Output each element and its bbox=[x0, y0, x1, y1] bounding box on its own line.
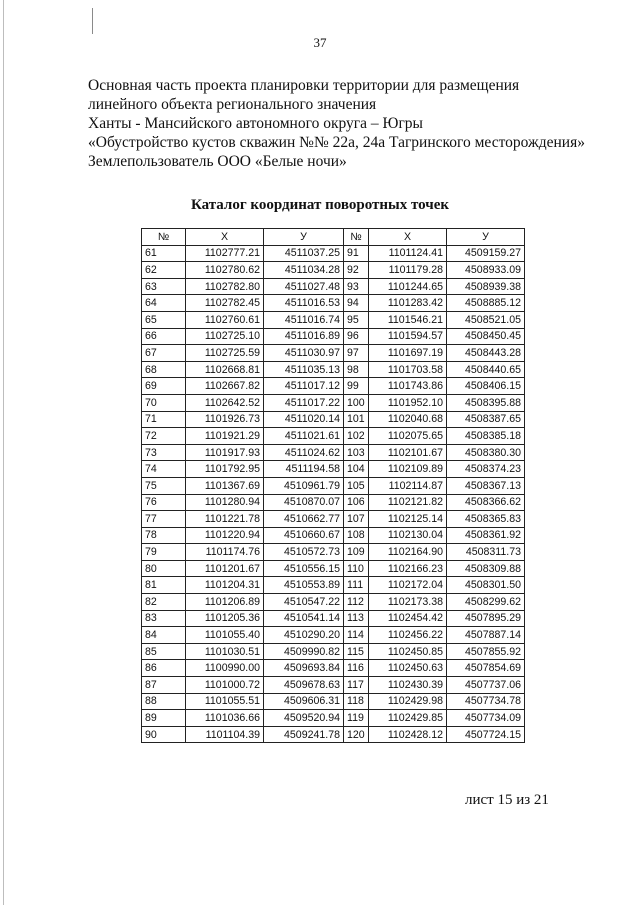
table-cell: 1101179.28 bbox=[369, 262, 447, 279]
table-cell: 1101703.58 bbox=[369, 361, 447, 378]
table-cell: 4511027.48 bbox=[264, 278, 344, 295]
table-cell: 1101204.31 bbox=[186, 577, 264, 594]
table-cell: 63 bbox=[142, 278, 186, 295]
table-cell: 78 bbox=[142, 527, 186, 544]
table-cell: 4510541.14 bbox=[264, 610, 344, 627]
table-cell: 4510290.20 bbox=[264, 627, 344, 644]
table-cell: 83 bbox=[142, 610, 186, 627]
table-cell: 1102782.45 bbox=[186, 295, 264, 312]
table-cell: 64 bbox=[142, 295, 186, 312]
page-number: 37 bbox=[313, 35, 327, 50]
table-cell: 111 bbox=[344, 577, 369, 594]
table-cell: 1102109.89 bbox=[369, 461, 447, 478]
table-row bbox=[142, 577, 525, 594]
table-cell: 1102130.04 bbox=[369, 527, 447, 544]
table-cell: 116 bbox=[344, 660, 369, 677]
table-cell: 117 bbox=[344, 677, 369, 694]
table-row bbox=[142, 278, 525, 295]
table-row bbox=[142, 610, 525, 627]
table-cell: 4507854.69 bbox=[447, 660, 525, 677]
table-cell: 77 bbox=[142, 511, 186, 528]
table-cell: 1102667.82 bbox=[186, 378, 264, 395]
table-cell: 4508301.50 bbox=[447, 577, 525, 594]
table-cell: 80 bbox=[142, 560, 186, 577]
table-row bbox=[142, 693, 525, 710]
table-cell: 104 bbox=[344, 461, 369, 478]
table-cell: 4511017.12 bbox=[264, 378, 344, 395]
table-cell: 4508361.92 bbox=[447, 527, 525, 544]
table-cell: 1102428.12 bbox=[369, 726, 447, 743]
table-row bbox=[142, 594, 525, 611]
table-cell: 112 bbox=[344, 594, 369, 611]
table-cell: 1102172.04 bbox=[369, 577, 447, 594]
table-cell: 4508385.18 bbox=[447, 428, 525, 445]
table-row bbox=[142, 477, 525, 494]
table-cell: 4507855.92 bbox=[447, 643, 525, 660]
table-cell: 1101030.51 bbox=[186, 643, 264, 660]
table-cell: 1102429.98 bbox=[369, 693, 447, 710]
table-cell: 1101104.39 bbox=[186, 726, 264, 743]
table-row bbox=[142, 560, 525, 577]
table-row bbox=[142, 511, 525, 528]
table-cell: 69 bbox=[142, 378, 186, 395]
table-cell: 103 bbox=[344, 444, 369, 461]
table-cell: 81 bbox=[142, 577, 186, 594]
table-cell: 4511035.13 bbox=[264, 361, 344, 378]
table-cell: 1102642.52 bbox=[186, 394, 264, 411]
table-row bbox=[142, 726, 525, 743]
table-cell: 1102166.23 bbox=[369, 560, 447, 577]
table-cell: 4509159.27 bbox=[447, 245, 525, 262]
table-cell: 1102075.65 bbox=[369, 428, 447, 445]
table-cell: 61 bbox=[142, 245, 186, 262]
table-cell: 82 bbox=[142, 594, 186, 611]
table-cell: 1102173.38 bbox=[369, 594, 447, 611]
table-cell: 105 bbox=[344, 477, 369, 494]
table-cell: 67 bbox=[142, 345, 186, 362]
table-cell: 1101697.19 bbox=[369, 345, 447, 362]
table-cell: 4511037.25 bbox=[264, 245, 344, 262]
table-cell: 1101367.69 bbox=[186, 477, 264, 494]
table-cell: 1102450.85 bbox=[369, 643, 447, 660]
table-cell: 1101917.93 bbox=[186, 444, 264, 461]
table-cell: 4508311.73 bbox=[447, 544, 525, 561]
table-cell: 93 bbox=[344, 278, 369, 295]
table-cell: 1101055.51 bbox=[186, 693, 264, 710]
table-cell: 4511017.22 bbox=[264, 394, 344, 411]
table-cell: 1101594.57 bbox=[369, 328, 447, 345]
table-cell: 1101952.10 bbox=[369, 394, 447, 411]
table-cell: 1101244.65 bbox=[369, 278, 447, 295]
table-cell: 4507887.14 bbox=[447, 627, 525, 644]
table-cell: 4509241.78 bbox=[264, 726, 344, 743]
table-cell: 4508885.12 bbox=[447, 295, 525, 312]
catalog-title: Каталог координат поворотных точек bbox=[190, 197, 450, 213]
table-cell: 4508440.65 bbox=[447, 361, 525, 378]
table-cell: 4507724.15 bbox=[447, 726, 525, 743]
header-line: Землепользователь ООО «Белые ночи» bbox=[88, 153, 347, 170]
table-row bbox=[142, 245, 525, 262]
table-cell: 4508374.23 bbox=[447, 461, 525, 478]
table-cell: 4508443.28 bbox=[447, 345, 525, 362]
table-cell: 1101280.94 bbox=[186, 494, 264, 511]
table-row bbox=[142, 411, 525, 428]
table-cell: 4509990.82 bbox=[264, 643, 344, 660]
table-cell: 4510547.22 bbox=[264, 594, 344, 611]
column-header-x: X bbox=[186, 229, 264, 246]
table-cell: 97 bbox=[344, 345, 369, 362]
table-cell: 98 bbox=[344, 361, 369, 378]
table-cell: 99 bbox=[344, 378, 369, 395]
table-row bbox=[142, 527, 525, 544]
table-cell: 1101174.76 bbox=[186, 544, 264, 561]
table-cell: 68 bbox=[142, 361, 186, 378]
table-cell: 4508521.05 bbox=[447, 311, 525, 328]
table-cell: 1101201.67 bbox=[186, 560, 264, 577]
table-cell: 4507734.09 bbox=[447, 710, 525, 727]
table-cell: 4510556.15 bbox=[264, 560, 344, 577]
table-row bbox=[142, 361, 525, 378]
table-cell: 95 bbox=[344, 311, 369, 328]
table-cell: 4508395.88 bbox=[447, 394, 525, 411]
table-cell: 4511021.61 bbox=[264, 428, 344, 445]
table-row bbox=[142, 378, 525, 395]
table-cell: 85 bbox=[142, 643, 186, 660]
page-edge bbox=[3, 0, 4, 905]
table-cell: 62 bbox=[142, 262, 186, 279]
table-cell: 4511016.74 bbox=[264, 311, 344, 328]
table-cell: 100 bbox=[344, 394, 369, 411]
table-cell: 4510870.07 bbox=[264, 494, 344, 511]
table-row bbox=[142, 311, 525, 328]
table-cell: 1102101.67 bbox=[369, 444, 447, 461]
table-cell: 65 bbox=[142, 311, 186, 328]
table-cell: 4510662.77 bbox=[264, 511, 344, 528]
header-line: Ханты - Мансийского автономного округа – Югры bbox=[88, 115, 423, 132]
column-header-number: № bbox=[344, 229, 369, 246]
table-row bbox=[142, 428, 525, 445]
table-cell: 96 bbox=[344, 328, 369, 345]
table-cell: 90 bbox=[142, 726, 186, 743]
table-cell: 1101036.66 bbox=[186, 710, 264, 727]
table-cell: 1101220.94 bbox=[186, 527, 264, 544]
table-row bbox=[142, 627, 525, 644]
table-cell: 1101000.72 bbox=[186, 677, 264, 694]
table-cell: 89 bbox=[142, 710, 186, 727]
table-row bbox=[142, 461, 525, 478]
table-cell: 1101926.73 bbox=[186, 411, 264, 428]
table-cell: 4508365.83 bbox=[447, 511, 525, 528]
table-cell: 1100990.00 bbox=[186, 660, 264, 677]
coordinates-table bbox=[141, 228, 525, 743]
table-cell: 1101921.29 bbox=[186, 428, 264, 445]
table-cell: 4509678.63 bbox=[264, 677, 344, 694]
table-cell: 4508387.65 bbox=[447, 411, 525, 428]
table-cell: 4511016.53 bbox=[264, 295, 344, 312]
table-cell: 1102164.90 bbox=[369, 544, 447, 561]
table-cell: 1102780.62 bbox=[186, 262, 264, 279]
table-cell: 108 bbox=[344, 527, 369, 544]
table-cell: 1102456.22 bbox=[369, 627, 447, 644]
table-cell: 4507737.06 bbox=[447, 677, 525, 694]
table-cell: 106 bbox=[344, 494, 369, 511]
table-cell: 1101124.41 bbox=[369, 245, 447, 262]
table-row bbox=[142, 494, 525, 511]
table-cell: 88 bbox=[142, 693, 186, 710]
table-cell: 4511020.14 bbox=[264, 411, 344, 428]
table-cell: 75 bbox=[142, 477, 186, 494]
table-row bbox=[142, 262, 525, 279]
table-cell: 101 bbox=[344, 411, 369, 428]
table-cell: 1101055.40 bbox=[186, 627, 264, 644]
table-cell: 76 bbox=[142, 494, 186, 511]
table-row bbox=[142, 544, 525, 561]
table-cell: 4508299.62 bbox=[447, 594, 525, 611]
table-cell: 87 bbox=[142, 677, 186, 694]
table-row bbox=[142, 444, 525, 461]
table-cell: 1101283.42 bbox=[369, 295, 447, 312]
table-body bbox=[142, 245, 525, 743]
table-cell: 4508366.62 bbox=[447, 494, 525, 511]
table-cell: 109 bbox=[344, 544, 369, 561]
column-header-number: № bbox=[142, 229, 186, 246]
header-line: «Обустройство кустов скважин №№ 22а, 24а Тагринского месторождения» bbox=[88, 134, 585, 151]
table-cell: 1102121.82 bbox=[369, 494, 447, 511]
table-cell: 4508450.45 bbox=[447, 328, 525, 345]
table-cell: 1102454.42 bbox=[369, 610, 447, 627]
table-row bbox=[142, 677, 525, 694]
table-row bbox=[142, 295, 525, 312]
table-cell: 92 bbox=[344, 262, 369, 279]
table-cell: 70 bbox=[142, 394, 186, 411]
table-cell: 1102429.85 bbox=[369, 710, 447, 727]
table-row bbox=[142, 328, 525, 345]
column-header-y: У bbox=[447, 229, 525, 246]
table-cell: 4511030.97 bbox=[264, 345, 344, 362]
table-cell: 84 bbox=[142, 627, 186, 644]
table-cell: 94 bbox=[344, 295, 369, 312]
table-cell: 1102725.10 bbox=[186, 328, 264, 345]
table-cell: 119 bbox=[344, 710, 369, 727]
table-cell: 1101743.86 bbox=[369, 378, 447, 395]
table-cell: 74 bbox=[142, 461, 186, 478]
table-cell: 1101206.89 bbox=[186, 594, 264, 611]
table-cell: 1102125.14 bbox=[369, 511, 447, 528]
table-cell: 4511194.58 bbox=[264, 461, 344, 478]
table-cell: 1101546.21 bbox=[369, 311, 447, 328]
column-header-x: X bbox=[369, 229, 447, 246]
table-cell: 1102450.63 bbox=[369, 660, 447, 677]
scan-mark bbox=[92, 8, 93, 34]
table-cell: 4510660.67 bbox=[264, 527, 344, 544]
table-cell: 1102777.21 bbox=[186, 245, 264, 262]
table-cell: 1101792.95 bbox=[186, 461, 264, 478]
table-cell: 4510572.73 bbox=[264, 544, 344, 561]
table-cell: 102 bbox=[344, 428, 369, 445]
table-cell: 113 bbox=[344, 610, 369, 627]
table-cell: 1102668.81 bbox=[186, 361, 264, 378]
table-cell: 107 bbox=[344, 511, 369, 528]
table-cell: 1102430.39 bbox=[369, 677, 447, 694]
table-cell: 4508309.88 bbox=[447, 560, 525, 577]
table-cell: 4510961.79 bbox=[264, 477, 344, 494]
table-cell: 1102040.68 bbox=[369, 411, 447, 428]
table-cell: 4508367.13 bbox=[447, 477, 525, 494]
table-cell: 114 bbox=[344, 627, 369, 644]
sheet-label: лист 15 из 21 bbox=[465, 792, 549, 808]
table-cell: 110 bbox=[344, 560, 369, 577]
table-cell: 4508939.38 bbox=[447, 278, 525, 295]
table-cell: 1102760.61 bbox=[186, 311, 264, 328]
table-cell: 72 bbox=[142, 428, 186, 445]
table-row bbox=[142, 660, 525, 677]
table-cell: 4507734.78 bbox=[447, 693, 525, 710]
table-cell: 1102725.59 bbox=[186, 345, 264, 362]
table-cell: 1101221.78 bbox=[186, 511, 264, 528]
table-header-row bbox=[142, 229, 525, 246]
document-header bbox=[88, 76, 608, 171]
table-cell: 66 bbox=[142, 328, 186, 345]
header-line: линейного объекта регионального значения bbox=[88, 96, 377, 113]
table-row bbox=[142, 710, 525, 727]
table-cell: 4510553.89 bbox=[264, 577, 344, 594]
table-cell: 79 bbox=[142, 544, 186, 561]
table-cell: 4508406.15 bbox=[447, 378, 525, 395]
table-cell: 120 bbox=[344, 726, 369, 743]
table-cell: 118 bbox=[344, 693, 369, 710]
header-line: Основная часть проекта планировки территории для размещения bbox=[88, 77, 520, 94]
table-cell: 115 bbox=[344, 643, 369, 660]
table-cell: 73 bbox=[142, 444, 186, 461]
table-row bbox=[142, 345, 525, 362]
table-cell: 91 bbox=[344, 245, 369, 262]
table-cell: 4507895.29 bbox=[447, 610, 525, 627]
table-cell: 4511034.28 bbox=[264, 262, 344, 279]
table-cell: 1101205.36 bbox=[186, 610, 264, 627]
table-row bbox=[142, 394, 525, 411]
table-cell: 1102782.80 bbox=[186, 278, 264, 295]
column-header-y: У bbox=[264, 229, 344, 246]
table-cell: 4509693.84 bbox=[264, 660, 344, 677]
table-cell: 71 bbox=[142, 411, 186, 428]
table-cell: 4508933.09 bbox=[447, 262, 525, 279]
table-cell: 4509606.31 bbox=[264, 693, 344, 710]
table-cell: 4508380.30 bbox=[447, 444, 525, 461]
table-cell: 1102114.87 bbox=[369, 477, 447, 494]
table-row bbox=[142, 643, 525, 660]
table-cell: 4511024.62 bbox=[264, 444, 344, 461]
table-cell: 86 bbox=[142, 660, 186, 677]
table-cell: 4511016.89 bbox=[264, 328, 344, 345]
table-cell: 4509520.94 bbox=[264, 710, 344, 727]
